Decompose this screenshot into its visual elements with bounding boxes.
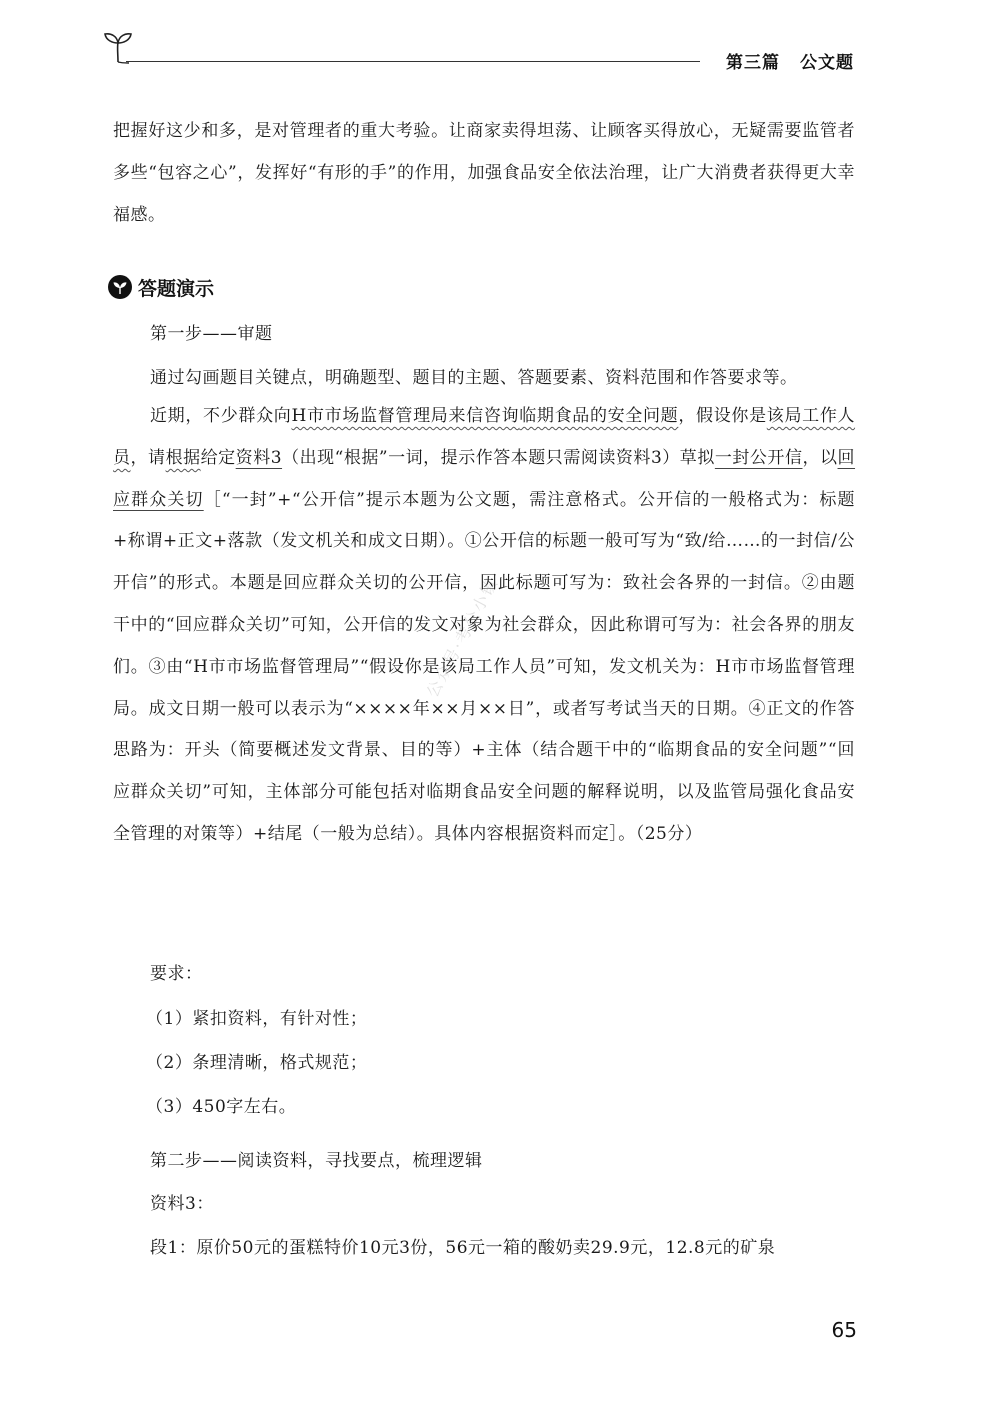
requirement-item: （3）450字左右。: [146, 1097, 297, 1117]
section-heading: [108, 272, 214, 302]
watermark: 公众号·考公小镇: [422, 573, 502, 701]
intro-paragraph: 把握好这少和多，是对管理者的重大考验。让商家卖得坦荡、让顾客买得放心，无疑需要监管者多些“包容之心”，发挥好“有形的手”的作用，加强食品安全依法治理，让广大消费者获得更大幸福感。: [113, 121, 855, 225]
section-title: 答题演示: [138, 277, 215, 300]
question-key-phrase: 根据: [165, 447, 201, 468]
material-label: 资料3：: [150, 1194, 214, 1214]
page-number: 65: [831, 1318, 857, 1342]
question-text: （出现“根据”一词，提示作答本题只需阅读资料3）草拟: [282, 447, 715, 468]
question-key-phrase: H市市场监督管理局来信咨询: [291, 406, 520, 426]
question-paragraph: [113, 396, 855, 856]
leaf-badge-icon: [108, 275, 132, 299]
question-key-phrase: 一封公开信: [714, 447, 803, 468]
header-chapter: 公文题: [800, 53, 854, 73]
requirements-label: 要求：: [150, 964, 203, 984]
question-key-phrase: 该局工作人员: [113, 406, 856, 468]
question-key-phrase: 资料3: [235, 447, 283, 468]
step1-intro: 通过勾画题目关键点，明确题型、题目的主题、答题要素、资料范围和作答要求等。: [150, 368, 798, 388]
material-paragraph: 段1：原价50元的蛋糕特价10元3份，56元一箱的酸奶卖29.9元，12.8元的矿泉: [150, 1238, 776, 1258]
requirement-item: （1）紧扣资料，有针对性；: [146, 1009, 368, 1029]
step2-heading: 第二步——阅读资料，寻找要点，梳理逻辑: [150, 1151, 483, 1171]
header-rule: [126, 61, 700, 62]
page-header: [100, 28, 860, 73]
question-text: ，假设你是: [678, 406, 767, 426]
question-text: 近期，不少群众向: [150, 406, 292, 426]
question-text: ，请: [130, 447, 166, 468]
header-title: [726, 48, 854, 73]
requirement-item: （2）条理清晰，格式规范；: [146, 1053, 368, 1073]
sprout-icon: [102, 30, 134, 64]
question-text: 给定: [200, 447, 236, 468]
question-text: ［“一封”+“公开信”提示本题为公文题，需注意格式。公开信的一般格式为：标题+称谓+正文+落款（发文机关和成文日期）。①公开信的标题一般可写为“致/给……的一封信/公开信”的形式。本题是回应群众关切的公开信，因此标题可写为：致社会各界的一封信。②由题干中的“回应群众关切”可知，公开信的发文对象为社会群众，因此称谓可写为：社会各界的朋友们。③由“H市市场监督管理局”“假设你是该局工作人员”可知，发文机关为：H市市场监督管理局。成文日期一般可以表示为“××××年××月××日”，或者写考试当天的日期。④正文的作答思路为：开头（简要概述发文背景、目的等）+主体（结合题干中的“临期食品的安全问题”“回应群众关切”可知，主体部分可能包括对临期食品安全问题的解释说明，以及监管局强化食品安全管理的对策等）+结尾（一般为总结）。具体内容根据资料而定］。（25分）: [113, 489, 855, 844]
step1-heading: 第一步——审题: [150, 324, 273, 344]
header-part: 第三篇: [726, 53, 780, 73]
question-key-phrase: 临期食品的安全问题: [519, 406, 679, 426]
question-key-phrase: 回应群众关切: [113, 447, 856, 510]
question-text: ，以: [802, 447, 838, 468]
